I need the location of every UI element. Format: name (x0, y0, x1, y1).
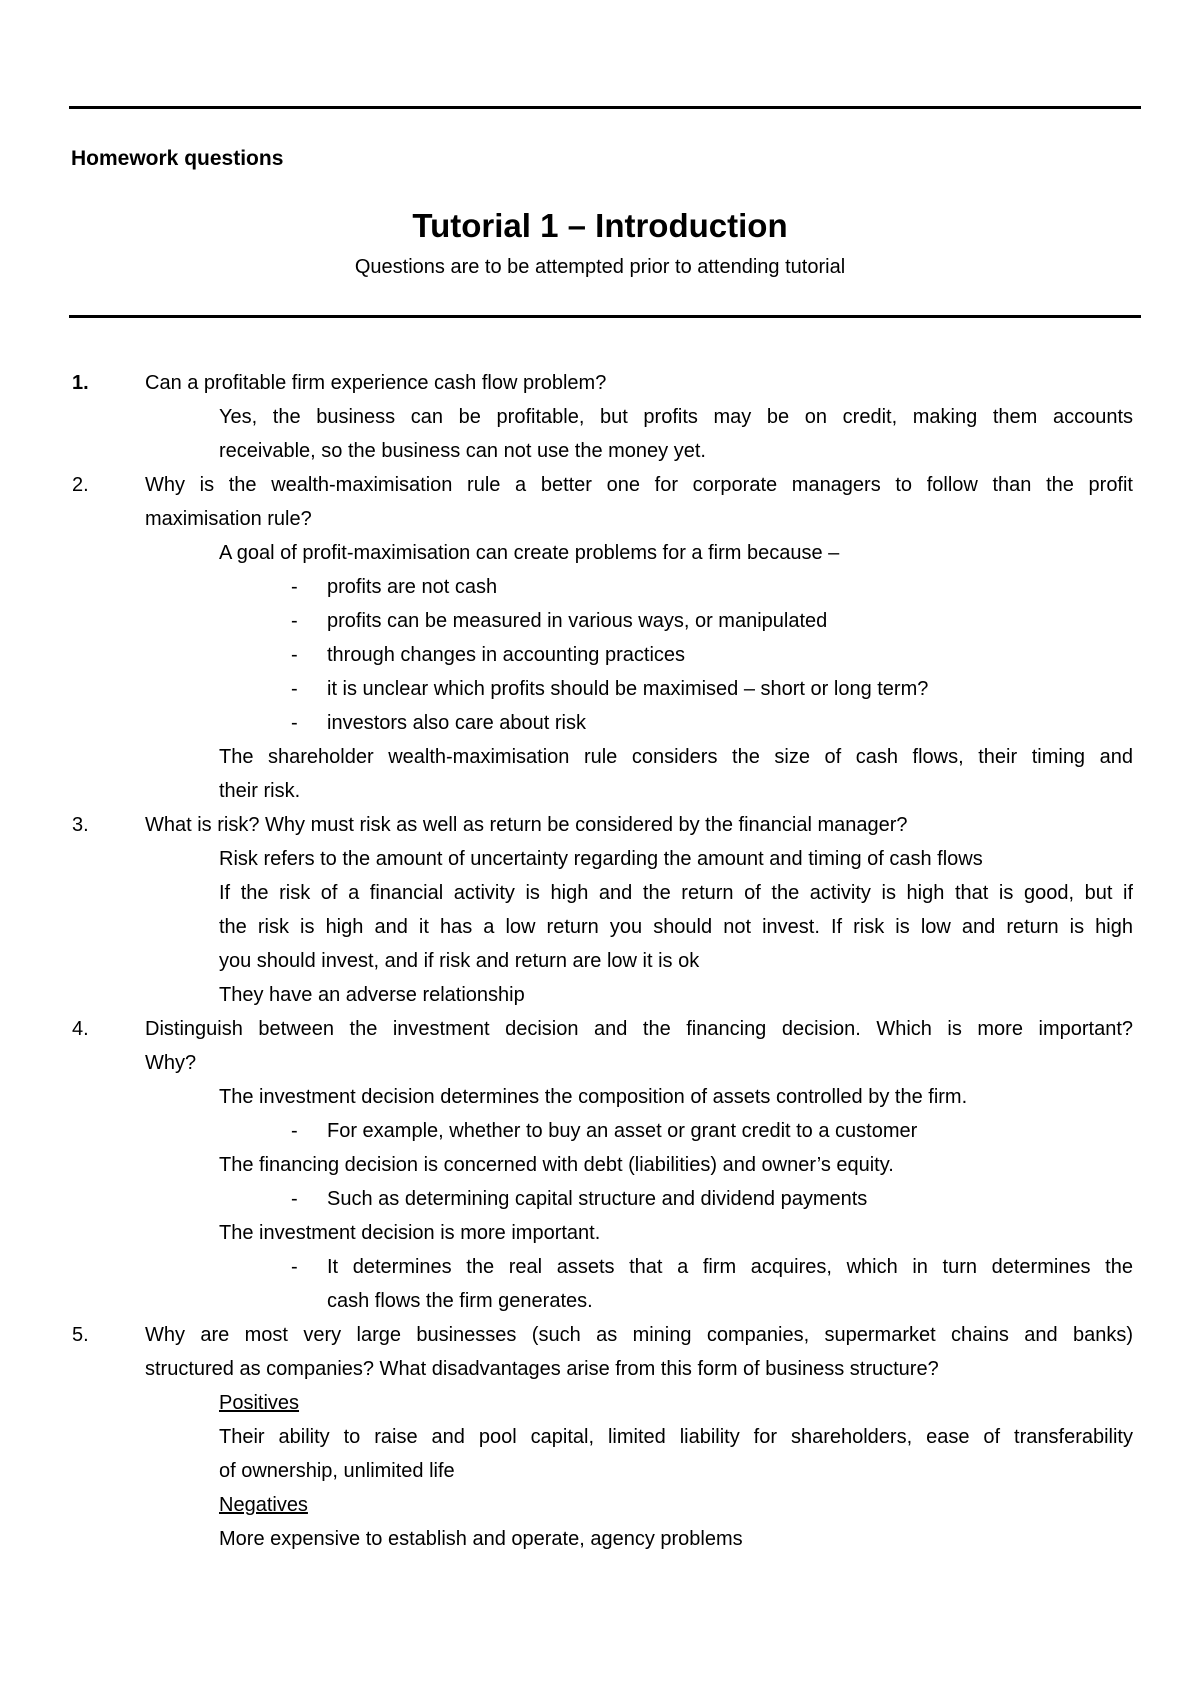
question-4-more-important: The investment decision is more important. (219, 1222, 601, 1244)
question-5-text-line-1: Why are most very large businesses (such as mining companies, supermarket chains and banks) (145, 1324, 1133, 1346)
bullet-dash: - (291, 678, 298, 700)
bullet-dash: - (291, 1256, 298, 1278)
question-5-positives-heading: Positives (219, 1392, 300, 1414)
header-bottom-rule (69, 315, 1141, 318)
top-horizontal-rule (69, 106, 1141, 109)
question-1-answer-line-2: receivable, so the business can not use the money yet. (219, 440, 706, 462)
question-3-answer-line: you should invest, and if risk and return are low it is ok (219, 950, 700, 972)
question-2-text-line-1: Why is the wealth-maximisation rule a better one for corporate managers to follow than the profit (145, 474, 1133, 496)
question-2-answer-intro: A goal of profit-maximisation can create problems for a firm because – (219, 542, 840, 564)
question-1-answer-line-1: Yes, the business can be profitable, but profits may be on credit, making them accounts (219, 406, 1133, 428)
question-3-answer-line: the risk is high and it has a low return you should not invest. If risk is low and return is high (219, 916, 1133, 938)
bullet-dash: - (291, 644, 298, 666)
page-title: Tutorial 1 – Introduction (412, 207, 788, 244)
question-4-important-bullet-line-2: cash flows the firm generates. (327, 1290, 593, 1312)
question-2-bullet: profits are not cash (327, 576, 498, 598)
question-4-investment-decision: The investment decision determines the composition of assets controlled by the firm. (219, 1086, 968, 1108)
question-3-answer-line: Risk refers to the amount of uncertainty regarding the amount and timing of cash flows (219, 848, 983, 870)
bullet-dash: - (291, 610, 298, 632)
bullet-dash: - (291, 1120, 298, 1142)
question-2-bullet: it is unclear which profits should be maximised – short or long term? (327, 678, 929, 700)
question-2-bullet: investors also care about risk (327, 712, 587, 734)
bullet-dash: - (291, 1188, 298, 1210)
bullet-dash: - (291, 712, 298, 734)
question-1-text: Can a profitable firm experience cash flow problem? (145, 372, 607, 394)
question-5-positives-line-1: Their ability to raise and pool capital, limited liability for shareholders, ease of transferability (219, 1426, 1133, 1448)
question-4-text-line-2: Why? (145, 1052, 197, 1074)
homework-label: Homework questions (71, 147, 284, 170)
question-4-financing-decision: The financing decision is concerned with debt (liabilities) and owner’s equity. (219, 1154, 894, 1176)
question-1-number: 1. (72, 372, 89, 394)
question-4-important-bullet-line-1: It determines the real assets that a firm acquires, which in turn determines the (327, 1256, 1133, 1278)
question-2-number: 2. (72, 474, 89, 496)
question-5-positives-line-2: of ownership, unlimited life (219, 1460, 455, 1482)
question-3-number: 3. (72, 814, 89, 836)
question-3-answer-line: They have an adverse relationship (219, 984, 525, 1006)
question-4-financing-bullet: Such as determining capital structure and dividend payments (327, 1188, 868, 1210)
page-subtitle: Questions are to be attempted prior to attending tutorial (354, 256, 846, 278)
question-5-negatives-text: More expensive to establish and operate, agency problems (219, 1528, 743, 1550)
question-2-bullet: through changes in accounting practices (327, 644, 686, 666)
question-2-text-line-2: maximisation rule? (145, 508, 312, 530)
bullet-dash: - (291, 576, 298, 598)
question-2-bullet: profits can be measured in various ways, or manipulated (327, 610, 828, 632)
question-3-answer-line: If the risk of a financial activity is high and the return of the activity is high that is good, but if (219, 882, 1133, 904)
question-4-text-line-1: Distinguish between the investment decision and the financing decision. Which is more important? (145, 1018, 1133, 1040)
question-5-number: 5. (72, 1324, 89, 1346)
question-4-number: 4. (72, 1018, 89, 1040)
question-2-conclusion-line-2: their risk. (219, 780, 301, 802)
question-5-text-line-2: structured as companies? What disadvantages arise from this form of business structure? (145, 1358, 939, 1380)
question-5-negatives-heading: Negatives (219, 1494, 308, 1516)
question-3-text: What is risk? Why must risk as well as return be considered by the financial manager? (145, 814, 908, 836)
question-4-investment-bullet: For example, whether to buy an asset or grant credit to a customer (327, 1120, 918, 1142)
question-2-conclusion-line-1: The shareholder wealth-maximisation rule considers the size of cash flows, their timing and (219, 746, 1133, 768)
